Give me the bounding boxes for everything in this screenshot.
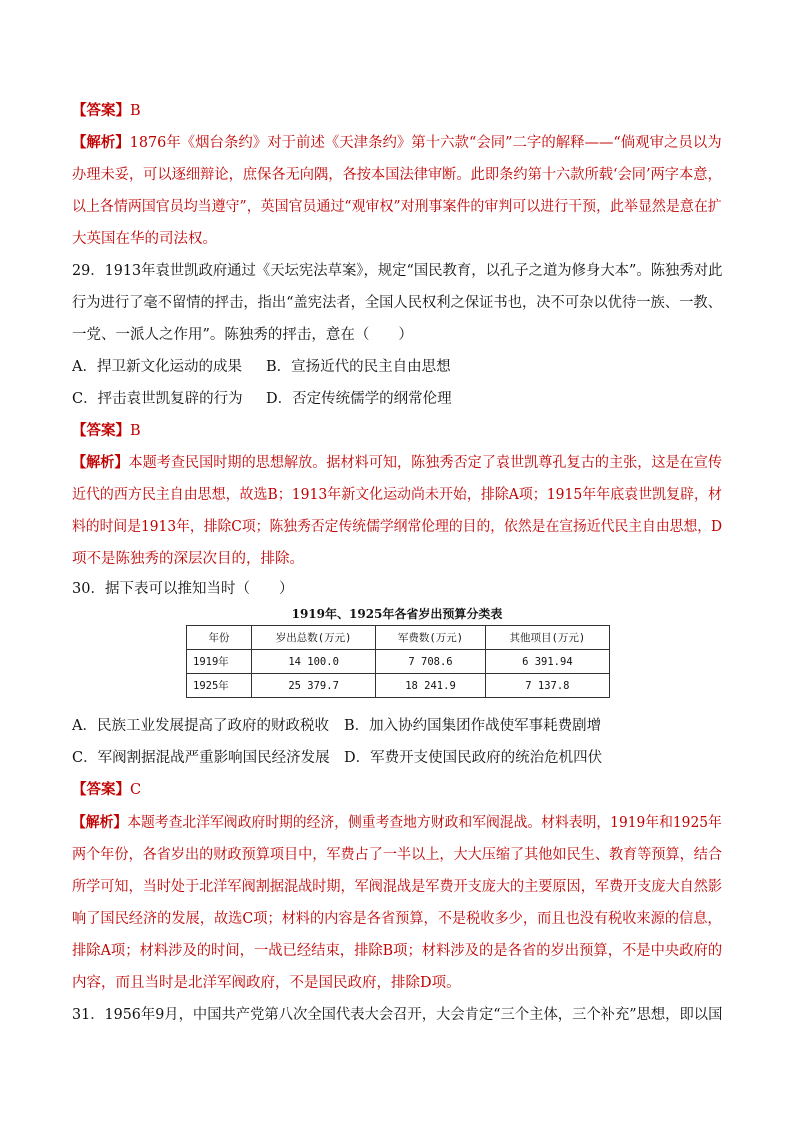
q30-analysis-line-4: 响了国民经济的发展，故选C项；材料的内容是各省预算，不是税收多少，而且也没有税收来源的信息， (72, 911, 722, 927)
q31-stem-line-1: 31．1956年9月，中国共产党第八次全国代表大会召开，大会肯定“三个主体，三个补充”思想，即以国 (72, 1007, 723, 1023)
table-header-cell: 岁出总数(万元) (252, 626, 376, 650)
table-row (187, 674, 610, 698)
analysis-label: 【解析】 (72, 814, 128, 831)
q30-option-b: B．加入协约国集团作战使军事耗费剧增 (344, 718, 602, 734)
q28-analysis-line-4: 大英国在华的司法权。 (72, 231, 217, 247)
q28-analysis-line-3: 以上各情两国官员均当遵守”，英国官员通过“观审权”对刑事案件的审判可以进行干预，此举显然是意在扩 (72, 199, 722, 215)
table-caption: 1919年、1925年各省岁出预算分类表 (291, 607, 503, 621)
q28-answer (72, 101, 141, 121)
answer-value: B (130, 103, 141, 119)
q29-stem-line-3: 一党、一派人之作用”。陈独秀的抨击，意在（ ） (72, 327, 413, 343)
table-cell: 7 137.8 (485, 674, 609, 698)
table-header-row (187, 626, 610, 650)
table-cell: 14 100.0 (252, 650, 376, 674)
q30-analysis-line-3: 所学可知，当时处于北洋军阀割据混战时期，军阀混战是军费开支庞大的主要原因，军费开支庞大自然影 (72, 879, 722, 895)
analysis-label: 【解析】 (72, 134, 130, 151)
answer-label: 【答案】 (72, 102, 130, 119)
q29-analysis-line-4: 项不是陈独秀的深层次目的，排除。 (72, 551, 304, 567)
q30-answer (72, 780, 141, 800)
q30-analysis-line-6: 内容，而且当时是北洋军阀政府，不是国民政府，排除D项。 (72, 975, 461, 991)
q29-analysis-line-1 (72, 453, 722, 473)
q30-analysis-line-2: 两个年份，各省岁出的财政预算项目中，军费占了一半以上，大大压缩了其他如民生、教育等预算，结合 (72, 847, 722, 863)
q30-option-d: D．军费开支使国民政府的统治危机四伏 (344, 750, 603, 766)
table-header-cell: 其他项目(万元) (485, 626, 609, 650)
q30-option-a: A．民族工业发展提高了政府的财政税收 (72, 718, 329, 734)
q29-stem-line-1: 29．1913年袁世凯政府通过《天坛宪法草案》，规定“国民教育，以孔子之道为修身大本”。陈独秀对此 (72, 263, 723, 279)
table-cell: 1925年 (187, 674, 252, 698)
analysis-text: 本题考查民国时期的思想解放。据材料可知，陈独秀否定了袁世凯尊孔复古的主张，这是在宣传 (128, 455, 723, 471)
answer-value: C (130, 782, 142, 798)
q29-option-a: A．捍卫新文化运动的成果 (72, 359, 242, 375)
q28-analysis-line-2: 办理未妥，可以逐细辩论，庶保各无向隅，各按本国法律审断。此即条约第十六款所载‘会同’两字本意， (72, 167, 722, 183)
q29-analysis-line-3: 料的时间是1913年，排除C项；陈独秀否定传统儒学纲常伦理的目的，依然是在宣扬近代民主自由思想，D (72, 519, 723, 535)
q29-option-d: D．否定传统儒学的纲常伦理 (266, 391, 452, 407)
analysis-text: 本题考查北洋军阀政府时期的经济，侧重考查地方财政和军阀混战。材料表明，1919年和1925年 (127, 815, 722, 831)
answer-label: 【答案】 (72, 422, 130, 439)
q29-option-b: B．宣扬近代的民主自由思想 (266, 359, 451, 375)
answer-label: 【答案】 (72, 781, 130, 798)
q30-analysis-line-5: 排除A项；材料涉及的时间，一战已经结束，排除B项；材料涉及的是各省的岁出预算，不是中央政府的 (72, 943, 723, 959)
analysis-text: 1876年《烟台条约》对于前述《天津条约》第十六款“会同”二字的解释——“倘观审之员以为 (129, 135, 722, 151)
table-cell: 18 241.9 (376, 674, 486, 698)
q30-stem: 30．据下表可以推知当时（ ） (72, 581, 294, 597)
q29-answer (72, 421, 141, 441)
table-cell: 25 379.7 (252, 674, 376, 698)
budget-table (186, 625, 610, 698)
q30-analysis-line-1 (72, 813, 722, 833)
table-header-cell: 军费数(万元) (376, 626, 486, 650)
table-row (187, 650, 610, 674)
q28-analysis-line-1 (72, 133, 722, 153)
q29-analysis-line-2: 近代的西方民主自由思想，故选B；1913年新文化运动尚未开始，排除A项；1915年年底袁世凯复辟，材 (72, 487, 722, 503)
q29-option-c: C．抨击袁世凯复辟的行为 (72, 391, 243, 407)
q30-option-c: C．军阀割据混战严重影响国民经济发展 (72, 750, 330, 766)
q29-stem-line-2: 行为进行了毫不留情的抨击，指出“盖宪法者，全国人民权利之保证书也，决不可杂以优待一族、一教、 (72, 295, 722, 311)
answer-value: B (130, 423, 141, 439)
table-header-cell: 年份 (187, 626, 252, 650)
analysis-label: 【解析】 (72, 454, 129, 471)
table-cell: 6 391.94 (485, 650, 609, 674)
table-cell: 1919年 (187, 650, 252, 674)
table-cell: 7 708.6 (376, 650, 486, 674)
